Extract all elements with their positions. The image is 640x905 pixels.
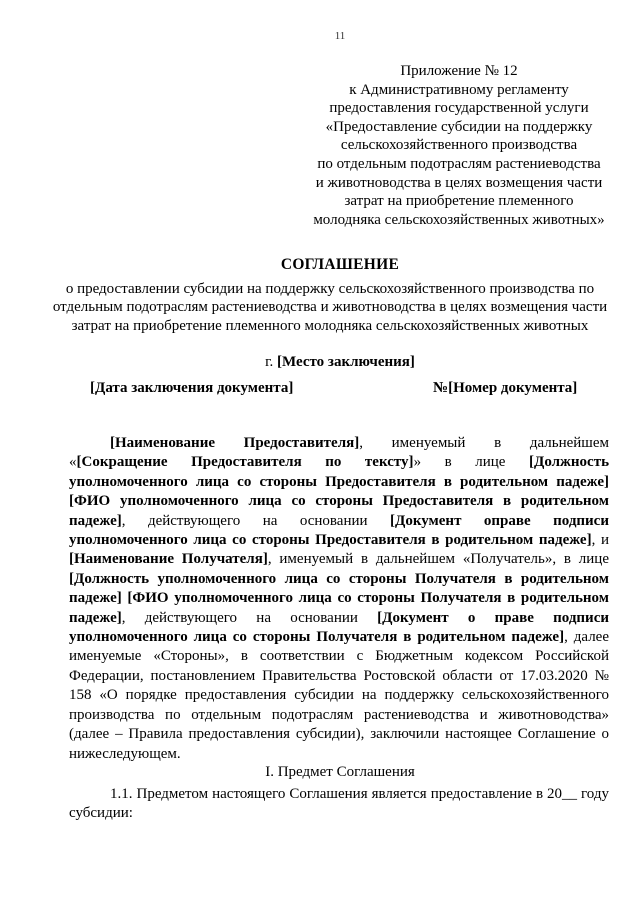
page-number: 11 <box>334 30 346 42</box>
preamble-segment: [Должность уполномоченного лица со стороны Получателя в родительном падеже] [ФИО уполномоченного лица со стороны Получателя в родительном падеже] <box>69 570 609 626</box>
preamble-segment: , именуемый в дальнейшем « <box>69 435 609 471</box>
preamble-segment: [Наименование Получателя] <box>69 551 268 568</box>
section-heading: I. Предмет Соглашения <box>265 764 415 780</box>
place-field: [Место заключения] <box>277 354 415 370</box>
document-number-field: №[Номер документа] <box>433 380 578 396</box>
preamble-segment: , действующего на основании <box>121 609 378 626</box>
appendix-line: и животноводства в целях возмещения части <box>315 174 603 191</box>
preamble-paragraph <box>69 434 609 764</box>
document-title: СОГЛАШЕНИЕ <box>280 256 400 273</box>
preamble-segment: [Наименование Предоставителя] <box>110 435 360 451</box>
appendix-line: молодняка сельскохозяйственных животных» <box>313 211 605 228</box>
preamble-segment: [Должность уполномоченного лица со стороны Предоставителя в родительном падеже] [ФИО уполномоченного лица со стороны Предоставителя в родительном падеже] <box>69 454 610 529</box>
preamble-segment: [Документ оправе подписи уполномоченного лица со стороны Предоставителя в родительном падеже] <box>69 512 609 549</box>
preamble-segment: , далее именуемые «Стороны», в соответствии с Бюджетным кодексом Российской Федерации, постановлением Правительства Ростовской области от 17.03.2020 № 158 «О порядке предоставления субсидии на поддержку сельскохозяйственного производства по отдельным подотраслям растениеводства и животноводства» (далее – Правила предоставления субсидии), заключили настоящее Соглашение о нижеследующем. <box>69 629 609 762</box>
appendix-line: предоставления государственной услуги <box>329 100 589 117</box>
date-field: [Дата заключения документа] <box>90 380 294 396</box>
preamble-segment: , действующего на основании <box>121 512 390 529</box>
appendix-line: сельскохозяйственного производства <box>340 137 578 154</box>
preamble <box>69 434 609 764</box>
clause-text: 1.1. Предметом настоящего Соглашения является предоставление в 20__ году субсидии: <box>69 786 609 822</box>
document-subtitle: о предоставлении субсидии на поддержку сельскохозяйственного производства по отдельным подотраслям растениеводства и животноводства в целях возмещения части затрат на приобретение племенного молодняка сельскохозяйственных животных <box>52 281 608 334</box>
preamble-segment: , именуемый в дальнейшем «Получатель», в лице <box>267 551 609 568</box>
place-prefix: г. <box>265 354 278 370</box>
preamble-segment: , и <box>591 532 610 549</box>
clause-1-1 <box>69 785 609 824</box>
preamble-segment: » в лице <box>413 454 529 471</box>
appendix-line: затрат на приобретение племенного <box>344 193 574 210</box>
appendix-block <box>300 62 618 229</box>
appendix-line: «Предоставление субсидии на поддержку <box>325 118 593 135</box>
preamble-segment: [Сокращение Предоставителя по тексту] <box>76 454 414 471</box>
place-line <box>0 354 640 371</box>
appendix-line: Приложение № 12 <box>400 63 518 79</box>
appendix-line: к Административному регламенту <box>349 81 569 98</box>
appendix-line: по отдельным подотраслям растениеводства <box>317 155 601 172</box>
preamble-segment: [Документ о праве подписи уполномоченного лица со стороны Получателя в родительном падеже] <box>69 609 609 646</box>
